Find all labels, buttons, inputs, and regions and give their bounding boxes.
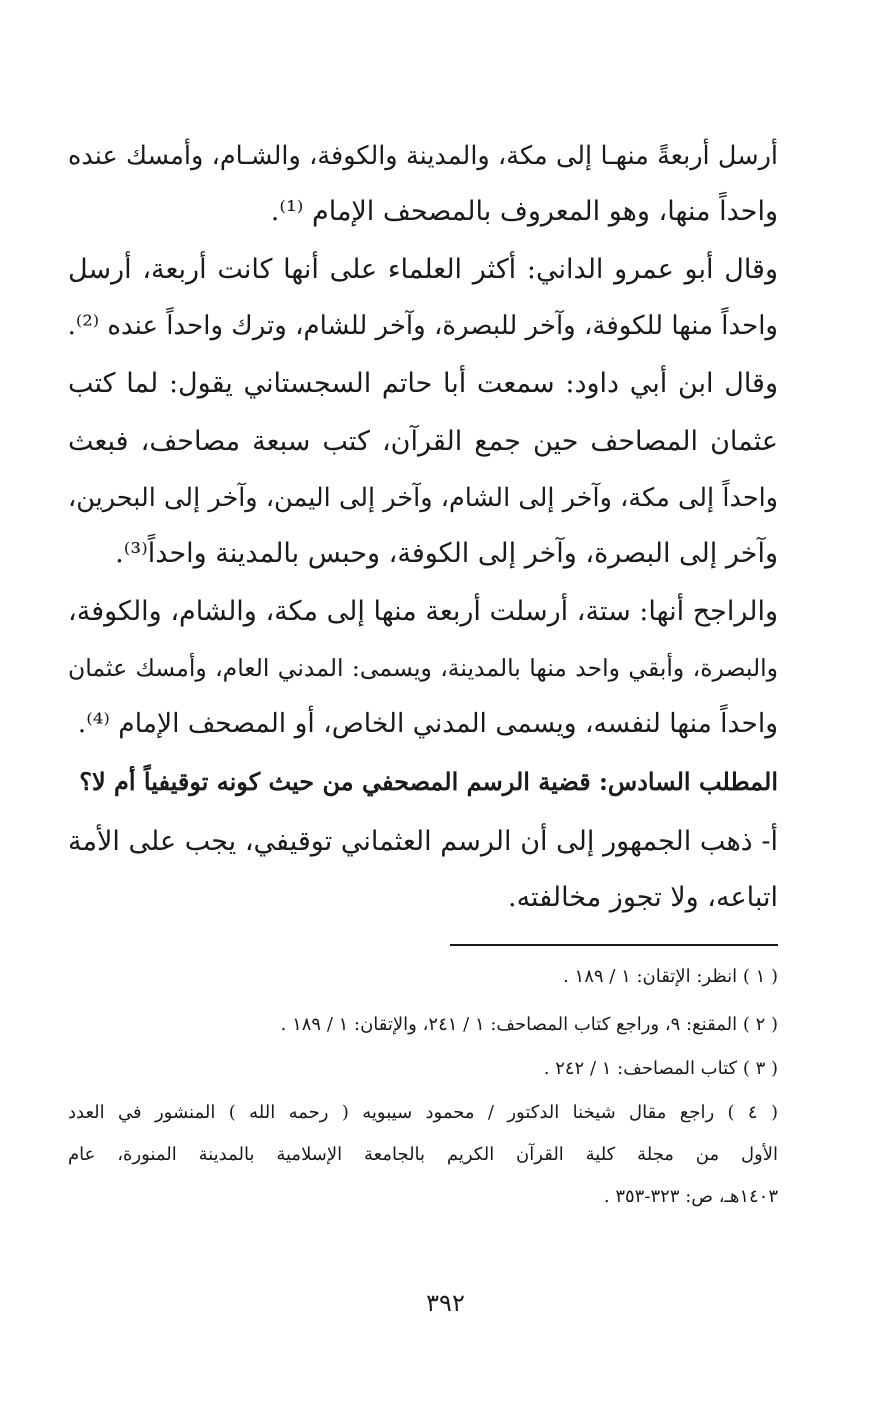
body-line: والبصرة، وأبقي واحد منها بالمدينة، ويسمى: المدني العام، وأمسك عثمان [68, 654, 778, 682]
body-line: اتباعه، ولا تجوز مخالفته. [507, 882, 778, 913]
body-line: واحداً منها لنفسه، ويسمى المدني الخاص، أو المصحف الإمام ⁽⁴⁾. [77, 708, 778, 739]
footnote-separator [450, 944, 778, 946]
footnote-line: ( ٤ ) راجع مقال شيخنا الدكتور / محمود سيبويه ( رحمه الله ) المنشور في العدد [68, 1102, 778, 1123]
footnote-line: ( ١ ) انظر: الإتقان: ١ / ١٨٩ . [563, 966, 778, 987]
body-line: والراجح أنها: ستة، أرسلت أربعة منها إلى مكة، والشام، والكوفة، [68, 596, 778, 627]
body-line: أ- ذهب الجمهور إلى أن الرسم العثماني توقيفي، يجب على الأمة [68, 826, 778, 857]
body-line: عثمان المصاحف حين جمع القرآن، كتب سبعة مصاحف، فبعث [68, 426, 778, 457]
footnote-line: ( ٣ ) كتاب المصاحف: ١ / ٢٤٢ . [543, 1058, 778, 1079]
section-heading: المطلب السادس: قضية الرسم المصحفي من حيث كونه توقيفياً أم لا؟ [79, 767, 778, 796]
body-line: وقال ابن أبي داود: سمعت أبا حاتم السجستاني يقول: لما كتب [68, 368, 778, 399]
body-line: وآخر إلى البصرة، وآخر إلى الكوفة، وحبس بالمدينة واحداً⁽³⁾. [115, 538, 778, 569]
body-line: واحداً إلى مكة، وآخر إلى الشام، وآخر إلى اليمن، وآخر إلى البحرين، [68, 483, 778, 513]
body-line: وقال أبو عمرو الداني: أكثر العلماء على أنها كانت أربعة، أرسل [68, 254, 778, 285]
page-number: ٣٩٢ [426, 1289, 465, 1317]
body-line: واحداً منها للكوفة، وآخر للبصرة، وآخر للشام، وترك واحداً عنده ⁽²⁾. [67, 311, 778, 341]
body-line: واحداً منها، وهو المعروف بالمصحف الإمام ⁽¹⁾. [270, 196, 778, 227]
footnote-line: ١٤٠٣هـ، ص: ٣٢٣-٣٥٣ . [603, 1186, 778, 1207]
footnote-line: الأول من مجلة كلية القرآن الكريم بالجامعة الإسلامية بالمدينة المنورة، عام [68, 1144, 778, 1165]
footnote-line: ( ٢ ) المقنع: ٩، وراجع كتاب المصاحف: ١ / ٢٤١، والإتقان: ١ / ١٨٩ . [280, 1014, 778, 1035]
body-line: أرسل أربعةً منهـا إلى مكة، والمدينة والكوفة، والشـام، وأمسك عنده [68, 141, 778, 171]
